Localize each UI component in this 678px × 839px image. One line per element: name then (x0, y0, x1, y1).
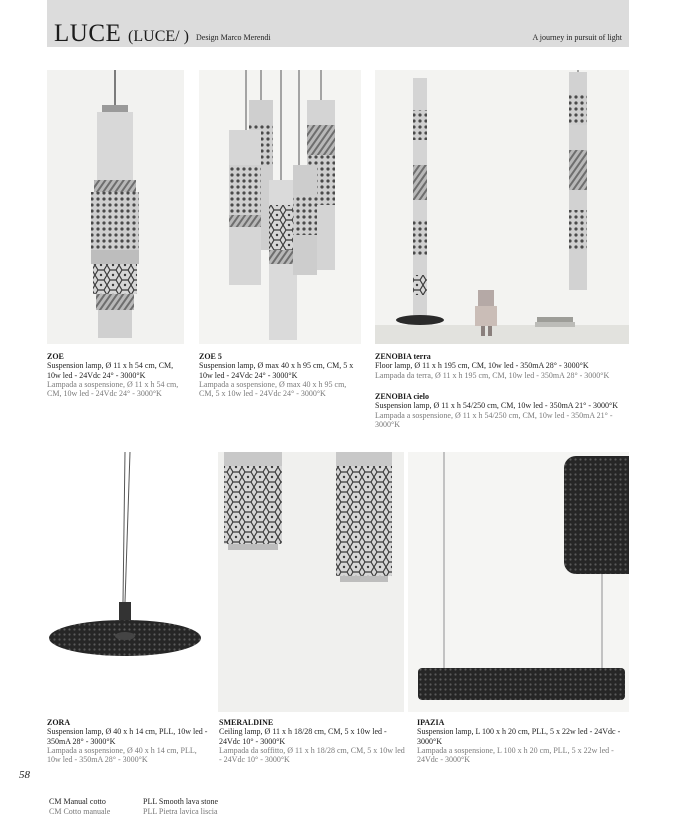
zoe5-description-en: Suspension lamp, Ø max 40 x h 95 cm, CM, 5 x 10w led - 24Vdc 24° - 3000°K (199, 361, 354, 380)
zoe-title: ZOE (47, 352, 64, 361)
legend-pll-en: PLL Smooth lava stone (143, 797, 219, 806)
zoe-lamp-illustration (47, 70, 184, 344)
zoe5-description-it: Lampada a sospensione, Ø max 40 x h 95 cm, CM, 5 x 10w led - 24Vdc 24° - 3000°K (199, 379, 347, 399)
zora-photo (47, 452, 209, 712)
zenobia-cielo-description-it: Lampada a sospensione, Ø 11 x h 54/250 cm, CM, 10w led - 350mA 21° - 3000°K (375, 410, 613, 429)
zora-description-en: Suspension lamp, Ø 40 x h 14 cm, PLL, 10w led - 350mA 28° - 3000°K (47, 727, 208, 746)
zoe5-caption (199, 352, 361, 398)
ipazia-photo (408, 452, 629, 712)
zora-title: ZORA (47, 718, 71, 727)
zoe-description-en: Suspension lamp, Ø 11 x h 54 cm, CM, 10w led - 24Vdc 24° - 3000°K (47, 361, 174, 380)
smeraldine-photo (218, 452, 404, 712)
zenobia-cielo-title: ZENOBIA cielo (375, 392, 430, 401)
legend-pll (143, 797, 218, 816)
ipazia-description-it: Lampada a sospensione, L 100 x h 20 cm, PLL, 5 x 22w led - 24Vdc - 3000°K (417, 745, 614, 765)
zenobia-lamp-illustration (375, 70, 629, 344)
zenobia-photo (375, 70, 629, 344)
page-header (47, 0, 629, 47)
zenobia-terra-description-it: Lampada da terra, Ø 11 x h 195 cm, CM, 10w led - 350mA 28° - 3000°K (375, 370, 610, 380)
smeraldine-lamp-illustration (218, 452, 404, 712)
zora-description-it: Lampada a sospensione, Ø 40 x h 14 cm, PLL, 10w led - 350mA 28° - 3000°K (47, 745, 197, 765)
zenobia-terra-caption (375, 352, 629, 380)
legend-cm (49, 797, 110, 816)
page-number: 58 (19, 769, 30, 781)
zoe5-title: ZOE 5 (199, 352, 222, 361)
brand-title (54, 20, 189, 48)
zoe-caption (47, 352, 185, 398)
designer-credit: Design Marco Merendi (196, 33, 271, 42)
zoe5-lamp-illustration (199, 70, 361, 344)
zoe-description-it: Lampada a sospensione, Ø 11 x h 54 cm, CM, 10w led - 24Vdc 24° - 3000°K (47, 379, 179, 399)
legend-cm-en: CM Manual cotto (49, 797, 106, 806)
zenobia-terra-description-en: Floor lamp, Ø 11 x h 195 cm, CM, 10w led - 350mA 28° - 3000°K (375, 361, 589, 371)
smeraldine-title: SMERALDINE (219, 718, 274, 727)
smeraldine-description-en: Ceiling lamp, Ø 11 x h 18/28 cm, CM, 5 x 10w led - 24Vdc 10° - 3000°K (219, 727, 387, 746)
ipazia-description-en: Suspension lamp, L 100 x h 20 cm, PLL, 5 x 22w led - 24Vdc - 3000°K (417, 727, 621, 746)
zenobia-terra-title: ZENOBIA terra (375, 352, 431, 361)
smeraldine-caption (219, 718, 405, 764)
brand-name: LUCE (54, 20, 122, 47)
tagline: A journey in pursuit of light (532, 33, 622, 42)
smeraldine-description-it: Lampada da soffitto, Ø 11 x h 18/28 cm, CM, 5 x 10w led - 24Vdc 10° - 3000°K (219, 745, 405, 765)
ipazia-lamp-illustration (408, 452, 629, 712)
legend-pll-it: PLL Pietra lavica liscia (143, 806, 218, 816)
zora-caption (47, 718, 209, 764)
brand-subtitle: (LUCE/ ) (128, 28, 189, 45)
ipazia-caption (417, 718, 629, 764)
zoe-photo (47, 70, 184, 344)
zoe5-photo (199, 70, 361, 344)
legend-cm-it: CM Cotto manuale (49, 806, 111, 816)
zora-lamp-illustration (47, 452, 209, 712)
zenobia-cielo-description-en: Suspension lamp, Ø 11 x h 54/250 cm, CM, 10w led - 350mA 21° - 3000°K (375, 401, 618, 411)
zenobia-cielo-caption (375, 392, 629, 429)
ipazia-title: IPAZIA (417, 718, 445, 727)
